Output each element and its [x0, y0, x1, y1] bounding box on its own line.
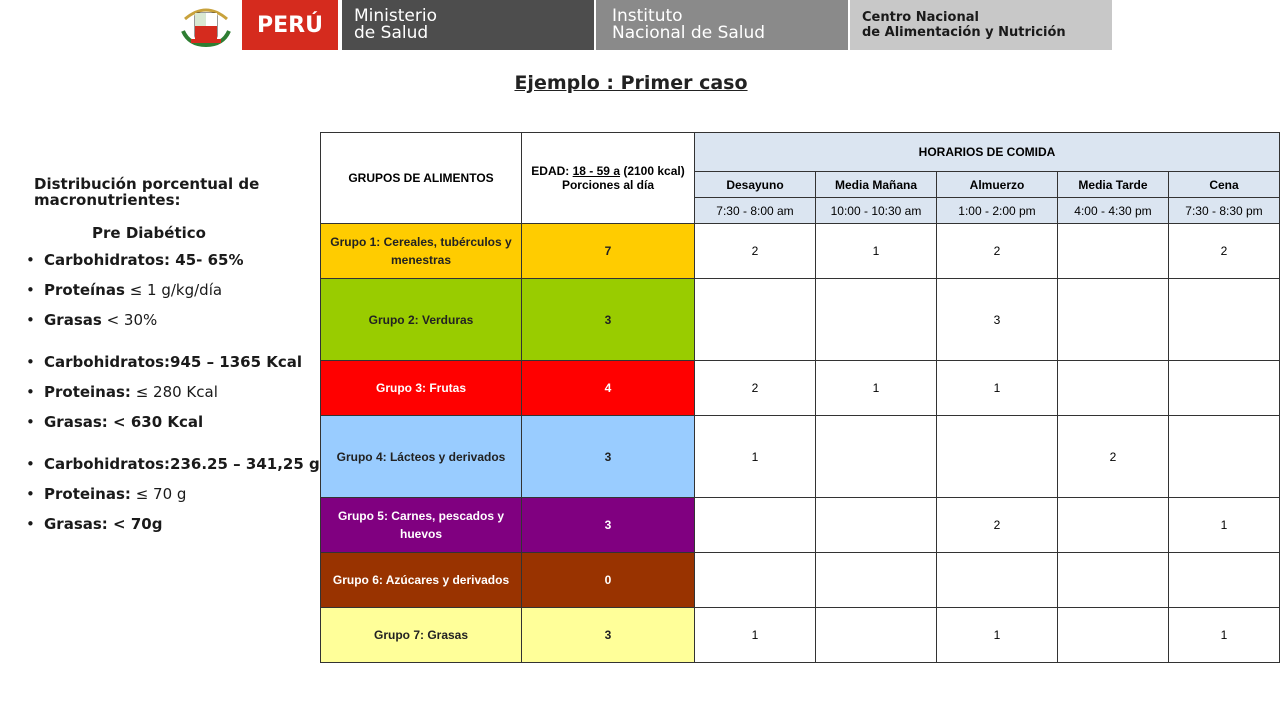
meal-header: Almuerzo — [937, 172, 1058, 198]
portion-cell — [1058, 361, 1169, 416]
portions-cell: 3 — [522, 416, 695, 498]
porciones-label: Porciones al día — [561, 178, 655, 192]
portion-cell: 2 — [937, 224, 1058, 279]
portion-cell — [1058, 498, 1169, 553]
col-groups-header: GRUPOS DE ALIMENTOS — [321, 133, 522, 224]
portion-cell — [937, 553, 1058, 608]
portion-cell: 1 — [937, 608, 1058, 663]
portion-cell: 2 — [937, 498, 1058, 553]
macronutrient-item — [34, 250, 324, 270]
portion-cell — [695, 498, 816, 553]
food-group-cell: Grupo 5: Carnes, pescados y huevos — [321, 498, 522, 553]
portion-cell: 2 — [1058, 416, 1169, 498]
portion-cell — [937, 416, 1058, 498]
cenan-line2: de Alimentación y Nutrición — [862, 25, 1066, 40]
portions-cell: 7 — [522, 224, 695, 279]
macronutrient-label: Proteinas: — [44, 383, 131, 401]
portion-cell: 2 — [1169, 224, 1280, 279]
ins-label — [596, 0, 848, 50]
meal-time: 7:30 - 8:30 pm — [1169, 198, 1280, 224]
table-row — [321, 608, 1280, 663]
macronutrient-label: Carbohidratos:945 – 1365 Kcal — [44, 353, 303, 371]
food-group-cell: Grupo 4: Lácteos y derivados — [321, 416, 522, 498]
table-row — [321, 279, 1280, 361]
macronutrient-item — [34, 484, 324, 504]
portion-cell — [816, 498, 937, 553]
edad-prefix: EDAD: — [531, 164, 573, 178]
col-horarios-header: HORARIOS DE COMIDA — [695, 133, 1280, 172]
portion-cell — [1169, 361, 1280, 416]
peru-label: PERÚ — [242, 0, 338, 50]
portions-cell: 4 — [522, 361, 695, 416]
macronutrient-value: ≤ 280 Kcal — [130, 383, 218, 401]
table-row — [321, 498, 1280, 553]
ministerio-label — [342, 0, 594, 50]
macronutrient-item — [34, 280, 324, 300]
portion-cell — [1058, 224, 1169, 279]
portion-cell: 1 — [695, 416, 816, 498]
cenan-line1: Centro Nacional — [862, 10, 979, 25]
macronutrient-item — [34, 412, 324, 432]
edad-suffix: (2100 kcal) — [620, 164, 685, 178]
portion-cell — [1169, 416, 1280, 498]
macronutrient-value: ≤ 70 g — [130, 485, 187, 503]
portions-cell: 3 — [522, 498, 695, 553]
portion-cell: 1 — [695, 608, 816, 663]
meal-time: 1:00 - 2:00 pm — [937, 198, 1058, 224]
ministerio-line1: Ministerio — [354, 6, 437, 26]
meal-time: 7:30 - 8:00 am — [695, 198, 816, 224]
portion-cell — [816, 279, 937, 361]
ministerio-line2: de Salud — [354, 23, 429, 43]
macronutrient-label: Grasas — [44, 311, 102, 329]
portion-cell: 1 — [816, 361, 937, 416]
macronutrient-heading: Distribución porcentual de macronutrientes: — [34, 175, 260, 209]
table-row — [321, 224, 1280, 279]
table-row — [321, 361, 1280, 416]
table-row — [321, 416, 1280, 498]
macronutrient-item — [34, 310, 324, 330]
meal-time: 4:00 - 4:30 pm — [1058, 198, 1169, 224]
macronutrient-label: Proteínas — [44, 281, 125, 299]
portion-cell — [1058, 553, 1169, 608]
macronutrient-label: Grasas: < 70g — [44, 515, 163, 533]
macronutrient-item — [34, 382, 324, 402]
portion-cell — [1169, 553, 1280, 608]
food-groups-table — [320, 132, 1280, 663]
profile-subtitle: Pre Diabético — [92, 224, 206, 242]
macronutrient-label: Carbohidratos: 45- 65% — [44, 251, 244, 269]
portion-cell: 2 — [695, 361, 816, 416]
table-row — [321, 553, 1280, 608]
portion-cell — [816, 553, 937, 608]
macronutrient-item — [34, 352, 324, 372]
macronutrient-item — [34, 454, 324, 474]
header-banner — [170, 0, 1120, 50]
macronutrient-label: Grasas: < 630 Kcal — [44, 413, 204, 431]
meal-header: Media Tarde — [1058, 172, 1169, 198]
macronutrient-value: < 30% — [101, 311, 158, 329]
portions-cell: 3 — [522, 608, 695, 663]
meal-header: Desayuno — [695, 172, 816, 198]
col-edad-header — [522, 133, 695, 224]
meal-time: 10:00 - 10:30 am — [816, 198, 937, 224]
portions-cell: 3 — [522, 279, 695, 361]
portion-cell: 3 — [937, 279, 1058, 361]
food-group-cell: Grupo 2: Verduras — [321, 279, 522, 361]
coat-of-arms-icon — [177, 1, 235, 49]
meal-header: Cena — [1169, 172, 1280, 198]
macronutrient-value: ≤ 1 g/kg/día — [124, 281, 223, 299]
food-group-cell: Grupo 3: Frutas — [321, 361, 522, 416]
portion-cell: 1 — [816, 224, 937, 279]
macronutrient-panel — [34, 176, 324, 544]
portion-cell — [1058, 608, 1169, 663]
portion-cell — [1169, 279, 1280, 361]
macronutrient-label: Proteinas: — [44, 485, 131, 503]
portion-cell: 2 — [695, 224, 816, 279]
page-title: Ejemplo : Primer caso — [514, 72, 748, 94]
meal-header: Media Mañana — [816, 172, 937, 198]
portion-cell — [816, 608, 937, 663]
portion-cell — [1058, 279, 1169, 361]
portion-cell: 1 — [1169, 498, 1280, 553]
food-group-cell: Grupo 6: Azúcares y derivados — [321, 553, 522, 608]
cenan-label — [850, 0, 1112, 50]
portion-cell: 1 — [1169, 608, 1280, 663]
ins-line2: Nacional de Salud — [612, 23, 766, 43]
food-group-cell: Grupo 1: Cereales, tubérculos y menestras — [321, 224, 522, 279]
edad-range: 18 - 59 a — [572, 164, 620, 178]
macronutrient-label: Carbohidratos:236.25 – 341,25 g — [44, 455, 320, 473]
food-group-cell: Grupo 7: Grasas — [321, 608, 522, 663]
portion-cell — [695, 553, 816, 608]
macronutrient-list — [34, 250, 324, 534]
portion-cell: 1 — [937, 361, 1058, 416]
portion-cell — [695, 279, 816, 361]
ins-line1: Instituto — [612, 6, 683, 26]
macronutrient-item — [34, 514, 324, 534]
portions-cell: 0 — [522, 553, 695, 608]
crest-logo — [170, 0, 242, 50]
portion-cell — [816, 416, 937, 498]
